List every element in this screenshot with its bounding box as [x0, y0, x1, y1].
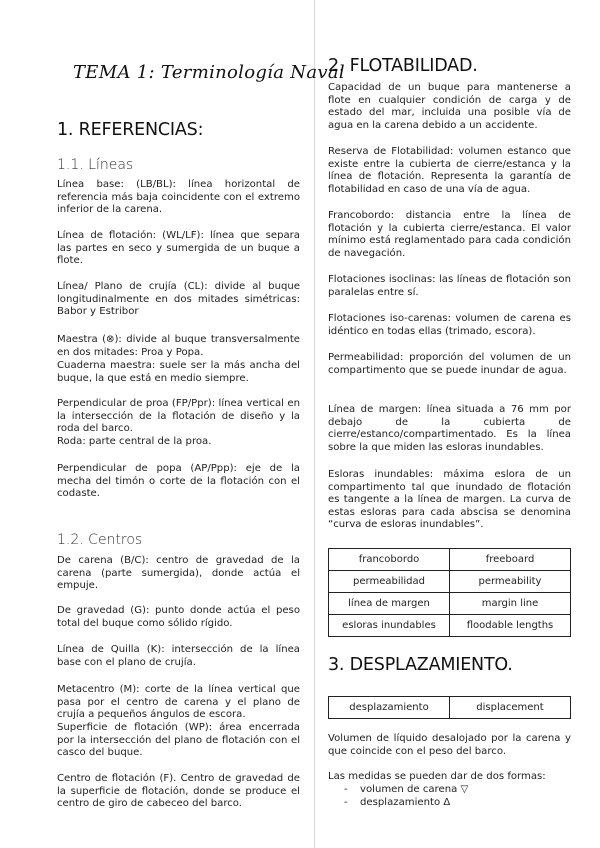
column-divider [314, 0, 315, 848]
paragraph-linea-quilla: Línea de Quilla (K): intersección de la línea base con el plano de crujía. [57, 644, 300, 668]
paragraph-superficie-flotacion: Superficie de flotación (WP): área encerrada por la intersección del plano de flotación con el casco del buque. [57, 722, 300, 759]
paragraph-de-gravedad: De gravedad (G): punto donde actúa el peso total del buque como sólido rígido. [57, 605, 300, 629]
paragraph-metacentro: Metacentro (M): corte de la línea vertical que pasa por el centro de carena y el plano de crujía a pequeños ángulos de escora. [57, 684, 300, 721]
paragraph-perpendicular-popa: Perpendicular de popa (AP/Ppp): eje de la mecha del timón o corte de la flotación con el codaste. [57, 463, 300, 500]
section-referencias-heading: 1. REFERENCIAS: [57, 120, 204, 140]
section-desplazamiento-heading: 3. DESPLAZAMIENTO. [328, 655, 513, 675]
paragraph-linea-margen: Línea de margen: línea situada a 76 mm por debajo de la cubierta de cierre/estanco/compartimentado. Es la línea sobre la que miden las esloras inundables. [328, 404, 571, 453]
table-cell-es: francobordo [329, 549, 450, 571]
list-item: - desplazamiento Δ [344, 797, 468, 810]
subsection-lineas-heading: 1.1. Líneas [57, 157, 134, 173]
table-cell-es: esloras inundables [329, 615, 450, 637]
paragraph-roda: Roda: parte central de la proa. [57, 436, 212, 447]
paragraph-volumen-liquido: Volumen de líquido desalojado por la carena y que coincide con el peso del barco. [328, 733, 571, 757]
terms-table-desplazamiento [328, 696, 571, 719]
paragraph-plano-crujia: Línea/ Plano de crujía (CL): divide al buque longitudinalmente en dos mitades simétricas: Babor y Estribor [57, 281, 300, 318]
paragraph-linea-base: Línea base: (LB/BL): línea horizontal de referencia más baja coincidente con el extremo inferior de la carena. [57, 179, 300, 216]
table-cell-en: permeability [450, 571, 571, 593]
paragraph-flotaciones-isocarenas: Flotaciones iso-carenas: volumen de carena es idéntico en todas ellas (trimado, escora). [328, 313, 571, 337]
table-row [329, 697, 571, 719]
table-cell-en: margin line [450, 593, 571, 615]
table-cell-es: línea de margen [329, 593, 450, 615]
paragraph-medidas: Las medidas se pueden dar de dos formas: [328, 771, 546, 782]
paragraph-maestra: Maestra (⊗): divide al buque transversalmente en dos mitades: Proa y Popa. [57, 334, 300, 358]
table-row [329, 593, 571, 615]
paragraph-flotaciones-isoclinas: Flotaciones isoclinas: las líneas de flotación son paralelas entre sí. [328, 274, 571, 298]
paragraph-esloras-inundables: Esloras inundables: máxima eslora de un compartimento tal que inundado de flotación es tangente a la línea de margen. La curva de estas esloras para cada abscisa se denomina “curva de esloras inundables”. [328, 469, 571, 531]
paragraph-de-carena: De carena (B/C): centro de gravedad de la carena (parte sumergida), donde actúa el empuje. [57, 555, 300, 592]
paragraph-centro-flotacion: Centro de flotación (F). Centro de gravedad de la superficie de flotación, donde se produce el centro de giro de cabeceo del barco. [57, 773, 300, 810]
table-cell-es: desplazamiento [329, 697, 450, 719]
paragraph-linea-flotacion: Línea de flotación: (WL/LF): línea que separa las partes en seco y sumergida de un buque a flote. [57, 230, 300, 267]
table-row [329, 549, 571, 571]
paragraph-flotabilidad: Capacidad de un buque para mantenerse a flote en cualquier condición de carga y de estado del mar, incluida una posible vía de agua en la carena debido a un accidente. [328, 82, 571, 131]
subsection-centros-heading: 1.2. Centros [57, 532, 143, 548]
terms-table-flotabilidad [328, 548, 571, 637]
paragraph-reserva-flotabilidad: Reserva de Flotabilidad: volumen estanco que existe entre la cubierta de cierre/estanca y la línea de flotación. Representa la garantía de flotabilidad en caso de una vía de agua. [328, 146, 571, 195]
paragraph-perpendicular-proa: Perpendicular de proa (FP/Ppr): línea vertical en la intersección de la flotación de diseño y la roda del barco. [57, 398, 300, 435]
table-cell-es: permeabilidad [329, 571, 450, 593]
table-cell-en: freeboard [450, 549, 571, 571]
section-flotabilidad-heading: 2. FLOTABILIDAD. [328, 56, 478, 76]
table-row [329, 615, 571, 637]
table-cell-en: displacement [450, 697, 571, 719]
paragraph-cuaderna-maestra: Cuaderna maestra: suele ser la más ancha del buque, la que está en medio siempre. [57, 360, 300, 384]
page-title: TEMA 1: Terminología Naval [73, 62, 345, 83]
paragraph-permeabilidad: Permeabilidad: proporción del volumen de un compartimento que se puede inundar de agua. [328, 352, 571, 376]
table-row [329, 571, 571, 593]
paragraph-francobordo: Francobordo: distancia entre la línea de flotación y la cubierta cierre/estanca. El valor mínimo está reglamentado para cada condición de navegación. [328, 210, 571, 259]
bullet-list-medidas [344, 784, 468, 809]
table-cell-en: floodable lengths [450, 615, 571, 637]
list-item: - volumen de carena ▽ [344, 784, 468, 797]
